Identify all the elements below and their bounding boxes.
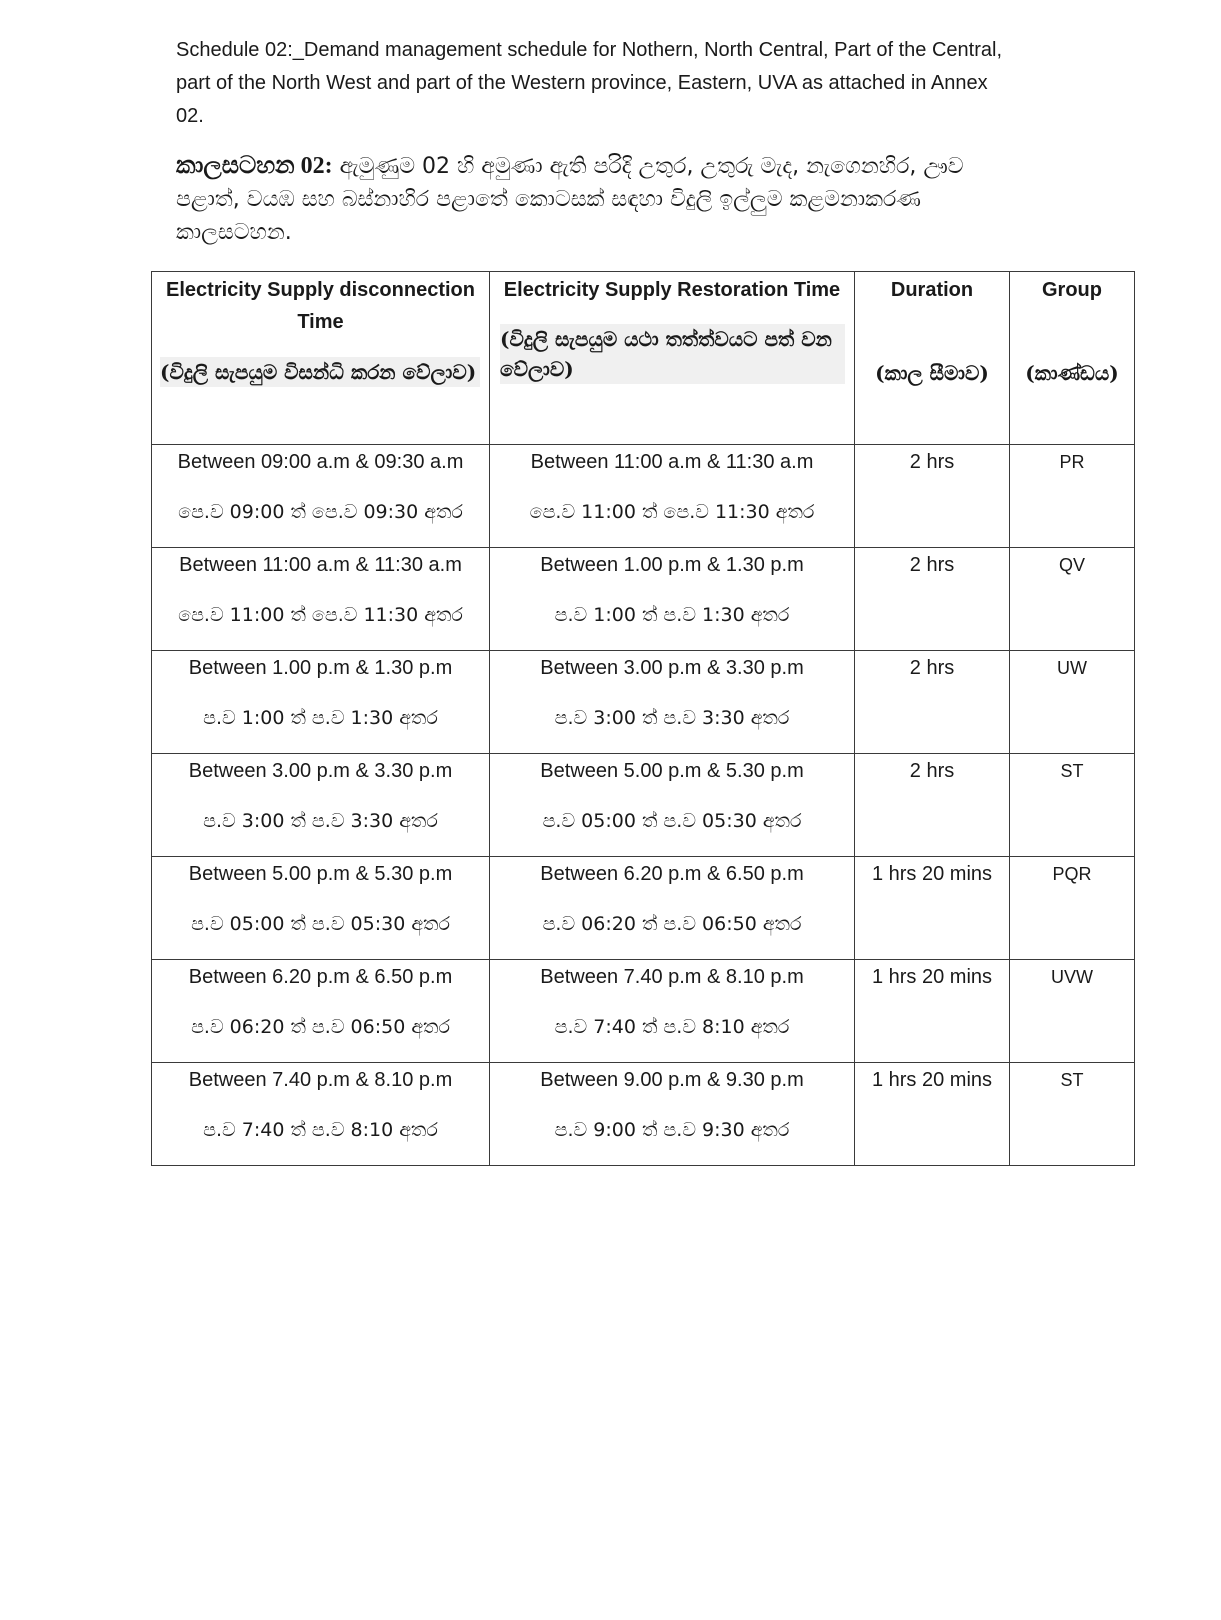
restoration-en: Between 3.00 p.m & 3.30 p.m <box>540 657 804 679</box>
heading-si-line-2: පළාත්, වයඹ සහ බස්නාහිර පළාතේ කොටසක් සඳහා විදුලි ඉල්ලුම කළමනාකරණ <box>176 187 921 212</box>
disconnection-cell <box>152 857 490 960</box>
disconnection-cell <box>152 1063 490 1166</box>
disconnection-si: පෙ.ව 09:00 ත් පෙ.ව 09:30 අතර <box>178 501 463 523</box>
group-value: QV <box>1058 555 1085 575</box>
table-row <box>152 754 1135 857</box>
header-group-si: (කාණ්ඩය) <box>1025 361 1119 385</box>
group-cell <box>1010 1063 1135 1166</box>
heading-en-line-2: part of the North West and part of the Western province, Eastern, UVA as attached in Annex <box>176 72 988 94</box>
table-row <box>152 548 1135 651</box>
duration-cell <box>855 754 1010 857</box>
schedule-heading-sinhala <box>176 150 1056 249</box>
restoration-en: Between 5.00 p.m & 5.30 p.m <box>540 760 804 782</box>
duration-cell <box>855 960 1010 1063</box>
disconnection-en: Between 5.00 p.m & 5.30 p.m <box>188 863 453 885</box>
duration-value: 1 hrs 20 mins <box>871 966 993 988</box>
duration-cell <box>855 445 1010 548</box>
disconnection-en: Between 3.00 p.m & 3.30 p.m <box>188 760 453 782</box>
group-cell <box>1010 445 1135 548</box>
heading-si-line-1 <box>176 150 1056 183</box>
duration-value: 1 hrs 20 mins <box>871 863 993 885</box>
disconnection-en: Between 1.00 p.m & 1.30 p.m <box>188 657 453 679</box>
duration-value: 2 hrs <box>909 451 955 473</box>
group-cell <box>1010 651 1135 754</box>
duration-cell <box>855 857 1010 960</box>
duration-cell <box>855 651 1010 754</box>
group-value: PQR <box>1052 864 1092 884</box>
disconnection-si: ප.ව 05:00 ත් ප.ව 05:30 අතර <box>191 913 450 935</box>
table-row <box>152 1063 1135 1166</box>
table-header-row <box>152 272 1135 445</box>
header-group-en: Group <box>1042 279 1102 301</box>
header-restoration-si: (විදුලි සැපයුම යථා තත්ත්වයට පත් වන වේලාව) <box>500 324 845 384</box>
heading-si-line-3: කාලසටහන. <box>176 220 292 245</box>
table-row <box>152 857 1135 960</box>
heading-si-prefix: කාලසටහන 02: <box>176 153 333 179</box>
group-cell <box>1010 548 1135 651</box>
schedule-heading-english <box>176 34 1056 133</box>
restoration-cell <box>490 857 855 960</box>
disconnection-cell <box>152 651 490 754</box>
disconnection-si: ප.ව 06:20 ත් ප.ව 06:50 අතර <box>191 1016 450 1038</box>
restoration-en: Between 6.20 p.m & 6.50 p.m <box>540 863 804 885</box>
table-row <box>152 960 1135 1063</box>
duration-value: 2 hrs <box>909 760 955 782</box>
restoration-cell <box>490 445 855 548</box>
restoration-en: Between 1.00 p.m & 1.30 p.m <box>540 554 804 576</box>
disconnection-cell <box>152 754 490 857</box>
duration-cell <box>855 1063 1010 1166</box>
table-row <box>152 445 1135 548</box>
restoration-cell <box>490 651 855 754</box>
disconnection-en: Between 09:00 a.m & 09:30 a.m <box>177 451 464 473</box>
table-row <box>152 651 1135 754</box>
restoration-cell <box>490 1063 855 1166</box>
restoration-si: ප.ව 7:40 ත් ප.ව 8:10 අතර <box>554 1016 790 1038</box>
restoration-en: Between 11:00 a.m & 11:30 a.m <box>530 451 814 473</box>
restoration-cell <box>490 754 855 857</box>
disconnection-cell <box>152 548 490 651</box>
restoration-cell <box>490 960 855 1063</box>
group-value: UVW <box>1051 967 1093 987</box>
duration-value: 1 hrs 20 mins <box>871 1069 993 1091</box>
duration-value: 2 hrs <box>909 554 955 576</box>
restoration-si: ප.ව 9:00 ත් ප.ව 9:30 අතර <box>554 1119 790 1141</box>
group-cell <box>1010 960 1135 1063</box>
restoration-si: ප.ව 1:00 ත් ප.ව 1:30 අතර <box>554 604 790 626</box>
duration-cell <box>855 548 1010 651</box>
header-disconnection-time <box>152 272 490 445</box>
group-value: ST <box>1060 1070 1084 1090</box>
restoration-en: Between 7.40 p.m & 8.10 p.m <box>540 966 804 988</box>
duration-value: 2 hrs <box>909 657 955 679</box>
heading-en-line-3: 02. <box>176 105 204 127</box>
disconnection-si: පෙ.ව 11:00 ත් පෙ.ව 11:30 අතර <box>178 604 463 626</box>
header-duration-en: Duration <box>890 279 974 301</box>
header-duration-si: (කාල සීමාව) <box>875 361 989 385</box>
restoration-cell <box>490 548 855 651</box>
header-disconnection-si: (විදුලි සැපයුම විසන්ධි කරන වේලාව) <box>160 357 480 387</box>
restoration-si: පෙ.ව 11:00 ත් පෙ.ව 11:30 අතර <box>529 501 815 523</box>
disconnection-si: ප.ව 7:40 ත් ප.ව 8:10 අතර <box>203 1119 438 1141</box>
header-group <box>1010 272 1135 445</box>
heading-en-line-1: Schedule 02:_Demand management schedule for Nothern, North Central, Part of the Central, <box>176 39 1003 61</box>
schedule-table <box>151 271 1135 1166</box>
group-cell <box>1010 754 1135 857</box>
disconnection-cell <box>152 445 490 548</box>
header-restoration-en: Electricity Supply Restoration Time <box>503 279 841 301</box>
group-value: UW <box>1057 658 1087 678</box>
restoration-si: ප.ව 06:20 ත් ප.ව 06:50 අතර <box>542 913 802 935</box>
disconnection-si: ප.ව 1:00 ත් ප.ව 1:30 අතර <box>203 707 438 729</box>
group-value: PR <box>1059 452 1085 472</box>
disconnection-cell <box>152 960 490 1063</box>
disconnection-en: Between 11:00 a.m & 11:30 a.m <box>179 554 462 576</box>
restoration-en: Between 9.00 p.m & 9.30 p.m <box>540 1069 804 1091</box>
heading-si-line-1-text: ඇමුණුම 02 හි අමුණා ඇති පරිදි උතුර, උතුරු මැද, නැගෙනහිර, ඌව <box>332 154 964 179</box>
group-value: ST <box>1060 761 1084 781</box>
disconnection-si: ප.ව 3:00 ත් ප.ව 3:30 අතර <box>203 810 438 832</box>
disconnection-en: Between 6.20 p.m & 6.50 p.m <box>188 966 453 988</box>
header-restoration-time <box>490 272 855 445</box>
restoration-si: ප.ව 05:00 ත් ප.ව 05:30 අතර <box>542 810 802 832</box>
header-duration <box>855 272 1010 445</box>
group-cell <box>1010 857 1135 960</box>
header-disconnection-en: Electricity Supply disconnection Time <box>166 279 475 333</box>
restoration-si: ප.ව 3:00 ත් ප.ව 3:30 අතර <box>554 707 790 729</box>
disconnection-en: Between 7.40 p.m & 8.10 p.m <box>188 1069 453 1091</box>
